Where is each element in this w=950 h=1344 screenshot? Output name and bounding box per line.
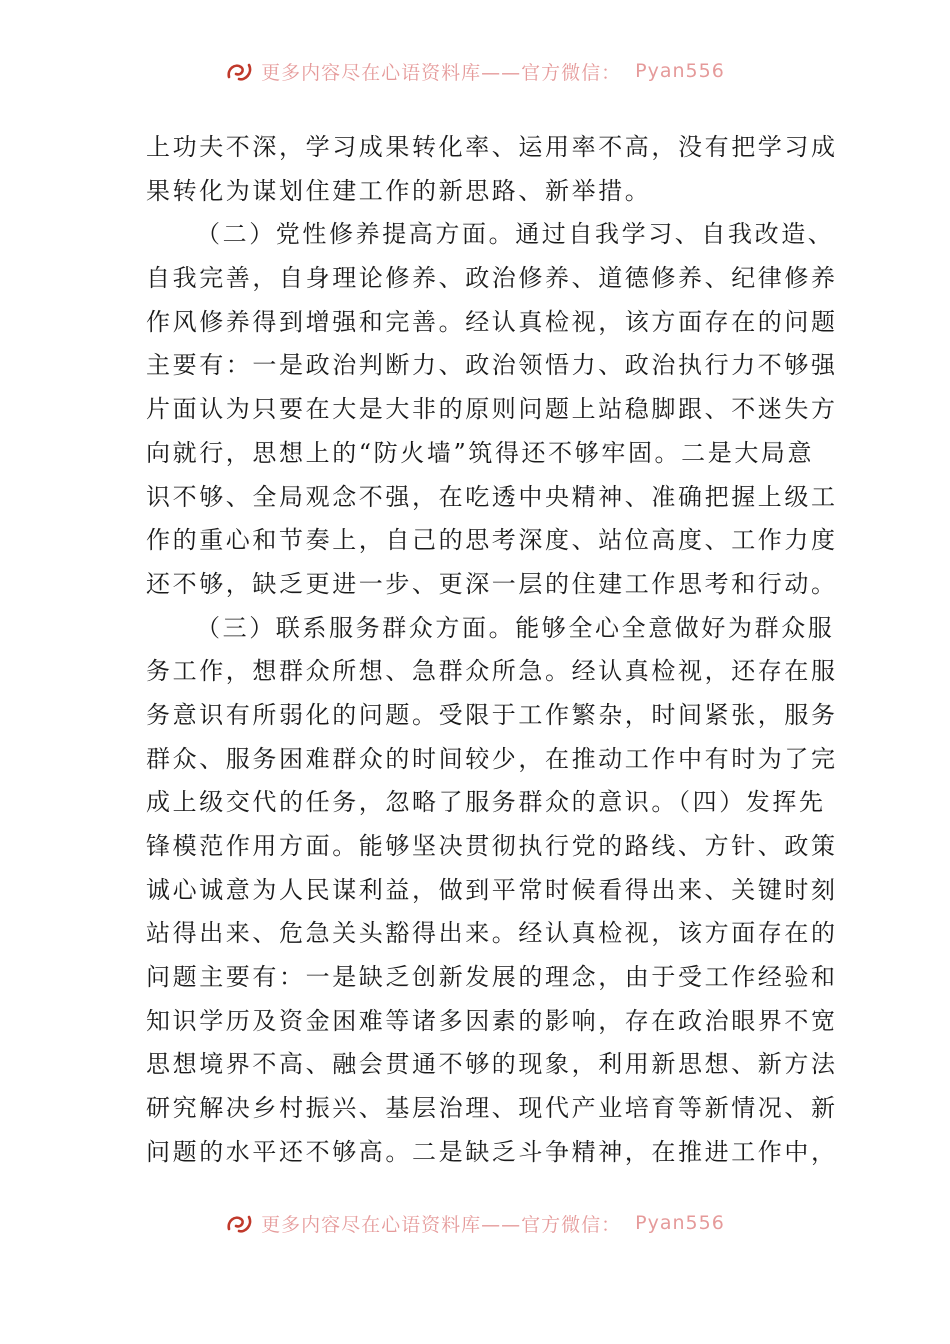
text-line: 上功夫不深，学习成果转化率、运用率不高，没有把学习成 [146, 133, 838, 161]
watermark-text: 更多内容尽在心语资料库——官方微信： [261, 61, 622, 84]
document-body [146, 126, 838, 1175]
text-line: 锋模范作用方面。能够坚决贯彻执行党的路线、方针、政策 [146, 832, 838, 860]
text-line: 作的重心和节奏上，自己的思考深度、站位高度、工作力度 [146, 526, 838, 555]
footer-watermark [0, 1206, 950, 1240]
text-line: 研究解决乡村振兴、基层治理、现代产业培育等新情况、新 [146, 1094, 838, 1123]
text-line: 片面认为只要在大是大非的原则问题上站稳脚跟、不迷失方 [146, 395, 838, 424]
text-line: 思想境界不高、融会贯通不够的现象，利用新思想、新方法 [146, 1050, 838, 1079]
text-line: 务工作，想群众所想、急群众所急。经认真检视，还存在服 [146, 657, 838, 686]
text-line: 站得出来、危急关头豁得出来。经认真检视，该方面存在的 [146, 919, 838, 948]
text-line: 作风修养得到增强和完善。经认真检视，该方面存在的问题 [146, 307, 838, 336]
text-line: 群众、服务困难群众的时间较少，在推动工作中有时为了完 [146, 744, 838, 773]
text-line: 向就行，思想上的“防火墙”筑得还不够牢固。二是大局意 [146, 438, 815, 467]
watermark-id: Pyan556 [635, 1212, 725, 1234]
text-line: 识不够、全局观念不强，在吃透中央精神、准确把握上级工 [146, 482, 838, 511]
watermark-id: Pyan556 [635, 60, 725, 82]
logo-icon [225, 59, 255, 83]
text-line: （二）党性修养提高方面。通过自我学习、自我改造、 [196, 220, 835, 249]
text-line: 问题主要有：一是缺乏创新发展的理念，由于受工作经验和 [146, 963, 838, 992]
text-line: 果转化为谋划住建工作的新思路、新举措。 [146, 176, 652, 205]
text-line: 诚心诚意为人民谋利益，做到平常时候看得出来、关键时刻 [146, 875, 838, 904]
text-line: 问题的水平还不够高。二是缺乏斗争精神，在推进工作中， [146, 1137, 838, 1166]
header-watermark [0, 54, 950, 88]
text-line: 自我完善，自身理论修养、政治修养、道德修养、纪律修养 [146, 264, 838, 293]
text-line: 务意识有所弱化的问题。受限于工作繁杂，时间紧张，服务 [146, 700, 838, 729]
watermark-text: 更多内容尽在心语资料库——官方微信： [261, 1213, 622, 1236]
text-line: 成上级交代的任务，忽略了服务群众的意识。（四）发挥先 [146, 788, 826, 817]
text-line: （三）联系服务群众方面。能够全心全意做好为群众服 [196, 613, 835, 642]
text-line: 主要有：一是政治判断力、政治领悟力、政治执行力不够强 [146, 351, 838, 380]
logo-icon [225, 1211, 255, 1235]
text-line: 知识学历及资金困难等诸多因素的影响，存在政治眼界不宽 [146, 1006, 838, 1035]
text-line: 还不够，缺乏更进一步、更深一层的住建工作思考和行动。 [146, 569, 838, 598]
